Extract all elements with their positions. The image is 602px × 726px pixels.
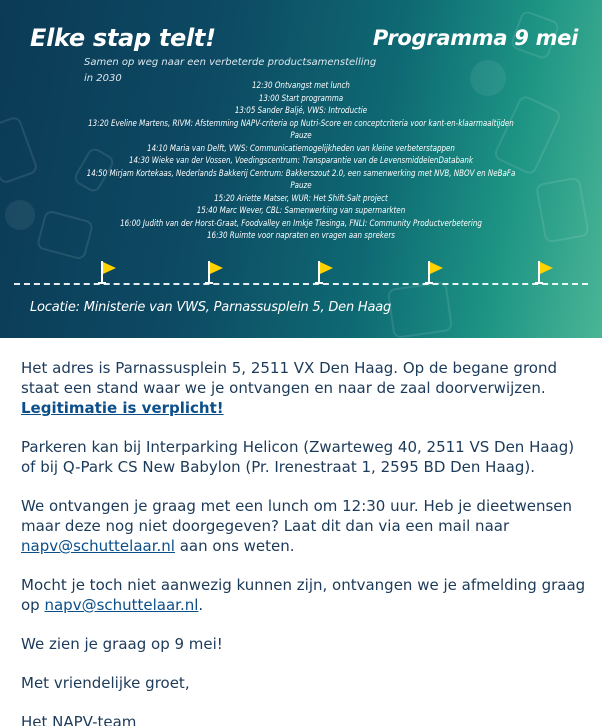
lunch-text: We ontvangen je graag met een lunch om 12:30 uur. Heb je dieetwensen maar deze nog niet doorgegeven? Laat dit dan via een mail naar <box>21 497 573 535</box>
cancel-paragraph <box>21 575 586 615</box>
email-body <box>21 358 586 726</box>
program-schedule <box>0 80 602 243</box>
lunch-paragraph <box>21 496 586 556</box>
banner-date-heading: Programma 9 mei <box>372 26 578 50</box>
program-item: 16:00 Judith van der Horst-Graat, Foodvalley en Imkje Tiesinga, FNLI: Community Productverbetering <box>120 218 482 229</box>
see-you-paragraph: We zien je graag op 9 mei! <box>21 635 223 653</box>
flag-icon <box>206 261 224 285</box>
program-item: 16:30 Ruimte voor napraten en vragen aan sprekers <box>207 231 395 241</box>
program-item: 15:40 Marc Wever, CBL: Samenwerking van supermarkten <box>196 206 406 216</box>
program-item: 13:05 Sander Baljé, VWS: Introductie <box>234 106 368 116</box>
banner-title: Elke stap telt! <box>30 24 216 52</box>
program-item: 14:10 Maria van Delft, VWS: Communicatiemogelijkheden van kleine verbeterstappen <box>147 143 455 154</box>
program-item: 14:30 Wieke van der Vossen, Voedingscentrum: Transparantie van de LevensmiddelenDatabank <box>128 156 473 166</box>
program-item: 14:50 Mirjam Kortekaas, Nederlands Bakkerij Centrum: Bakkerszout 2.0, een samenwerking met NVB, NBOV en NeBaFa <box>86 168 516 179</box>
program-item: 12:30 Ontvangst met lunch <box>252 81 350 91</box>
program-item: 13:20 Eveline Martens, RIVM: Afstemming NAPV-criteria op Nutri-Score en conceptcriteria voor kant-en-klaarmaaltijden <box>88 118 514 129</box>
decor-shape-icon <box>387 281 453 338</box>
flag-icon <box>536 261 554 285</box>
route-track <box>14 283 588 285</box>
parking-paragraph: Parkeren kan bij Interparking Helicon (Zwarteweg 40, 2511 VS Den Haag) of bij Q-Park CS New Babylon (Pr. Irenestraat 1, 2595 BD Den Haag). <box>21 438 575 476</box>
program-item: 15:20 Ariette Matser, WUR: Het Shift-Salt project <box>214 193 388 204</box>
address-text: Het adres is Parnassusplein 5, 2511 VX Den Haag. Op de begane grond staat een stand waar we je ontvangen en naar de zaal doorverwijzen. <box>21 359 557 397</box>
cancel-text-end: . <box>198 596 204 614</box>
event-location: Locatie: Ministerie van VWS, Parnassusplein 5, Den Haag <box>30 300 392 315</box>
cancel-text: Mocht je toch niet aanwezig kunnen zijn, ontvangen we je afmelding graag op <box>21 576 586 614</box>
program-item: 13:00 Start programma <box>258 93 344 104</box>
email-link[interactable]: napv@schuttelaar.nl <box>21 537 175 555</box>
flag-icon <box>316 261 334 285</box>
program-item: Pauze <box>290 181 312 191</box>
greeting: Met vriendelijke groet, <box>21 674 190 692</box>
email-link[interactable]: napv@schuttelaar.nl <box>44 596 199 614</box>
program-item: Pauze <box>290 131 312 141</box>
lunch-text-end: aan ons weten. <box>174 537 295 555</box>
id-required-link[interactable]: Legitimatie is verplicht! <box>21 399 224 417</box>
banner-subtitle: Samen op weg naar een verbeterde productsamenstelling in 2030 <box>84 57 377 84</box>
flag-icon <box>99 261 117 285</box>
address-paragraph <box>21 358 586 418</box>
signature: Het NAPV-team <box>21 713 137 726</box>
flag-icon <box>426 261 444 285</box>
event-banner <box>0 0 602 338</box>
